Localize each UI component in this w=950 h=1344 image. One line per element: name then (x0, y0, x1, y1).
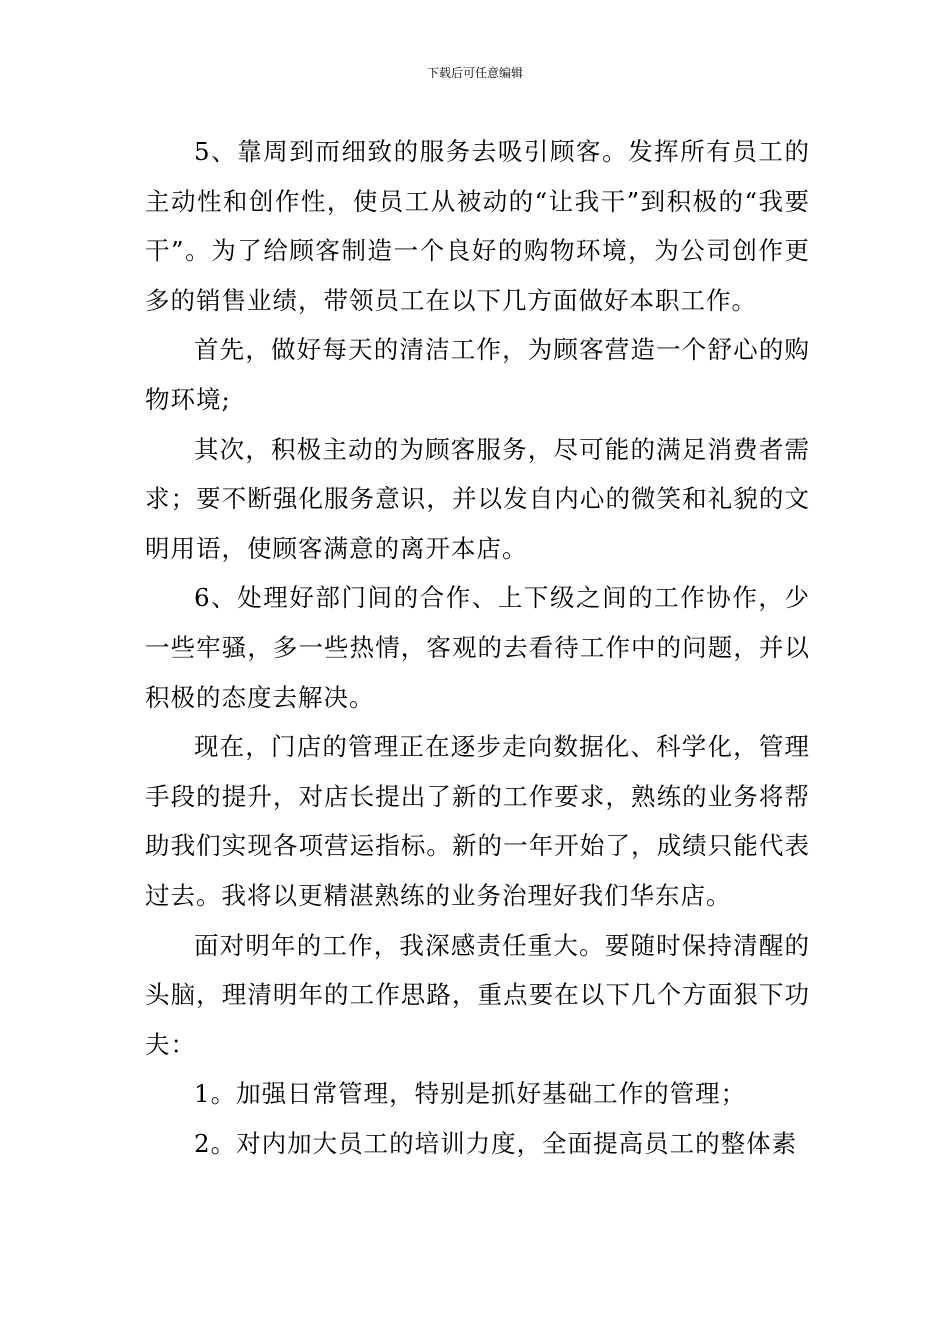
paragraph-second: 其次，积极主动的为顾客服务，尽可能的满足消费者需求；要不断强化服务意识，并以发自内心的微笑和礼貌的文明用语，使顾客满意的离开本店。 (145, 434, 810, 563)
page-header: 下载后可任意编辑 (426, 66, 523, 80)
paragraph-first: 首先，做好每天的清洁工作，为顾客营造一个舒心的购物环境; (145, 335, 810, 414)
document-body (145, 127, 810, 1168)
paragraph-item-2: 2。对内加大员工的培训力度，全面提高员工的整体素 (194, 1128, 798, 1158)
paragraph-next-year: 面对明年的工作，我深感责任重大。要随时保持清醒的头脑，理清明年的工作思路，重点要在以下几个方面狠下功夫： (145, 930, 810, 1059)
paragraph-management: 现在，门店的管理正在逐步走向数据化、科学化，管理手段的提升，对店长提出了新的工作要求，熟练的业务将帮助我们实现各项营运指标。新的一年开始了，成绩只能代表过去。我将以更精湛熟练的业务治理好我们华东店。 (145, 732, 810, 910)
paragraph-service: 5、靠周到而细致的服务去吸引顾客。发挥所有员工的主动性和创作性，使员工从被动的“让我干”到积极的“我要干”。为了给顾客制造一个良好的购物环境，为公司创作更多的销售业绩，带领员工在以下几方面做好本职工作。 (145, 137, 810, 315)
paragraph-item-1: 1。加强日常管理，特别是抓好基础工作的管理； (194, 1079, 747, 1109)
paragraph-cooperation: 6、处理好部门间的合作、上下级之间的工作协作，少一些牢骚，多一些热情，客观的去看待工作中的问题，并以积极的态度去解决。 (145, 583, 810, 712)
